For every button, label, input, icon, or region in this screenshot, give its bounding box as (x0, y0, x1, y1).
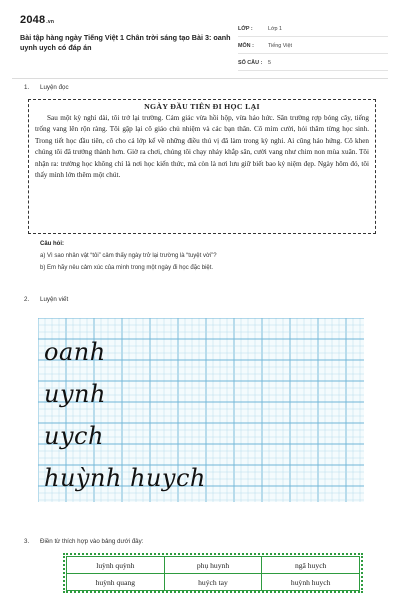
section-title: Điền từ thích hợp vào bảng dưới đây: (40, 538, 144, 545)
worksheet-header (12, 10, 388, 80)
handwriting-word: oanh (44, 338, 106, 366)
table-cell: phụ huynh (164, 557, 262, 574)
meta-label: MÔN : (238, 43, 254, 49)
reading-text: Sau một kỳ nghỉ dài, tôi trở lại trường. Cảm giác vừa hồi hộp, vừa háo hức. Sân trường rợp bóng cây, tiếng trống vang lên rộn ràng. Tôi gặp lại cô giáo chủ nhiệm và các bạn thân. Cô mỉm cười, hỏi thăm từng học sinh. Trong tiết học đầu tiên, cô cho cả lớp kể về những điều thú vị đã làm trong kỳ nghỉ. Ai cũng háo hứng. Cô khen chúng tôi đã trưởng thành hơn. Giờ ra chơi, chúng tôi chạy nhảy khắp sân, cười vang như chim non mùa xuân. Tôi nhận ra: trường học không chỉ là nơi học kiến thức, mà còn là nơi lưu giữ biết bao kỷ niệm đẹp. Ngày hôm đó, tôi thấy mình lớn thêm một chút. (35, 114, 369, 180)
table-cell: ngã huych (262, 557, 360, 574)
meta-row-subject (238, 37, 388, 54)
header-divider (12, 78, 388, 79)
table-cell: huỳnh quang (67, 574, 165, 591)
question-b: b) Em hãy nêu cảm xúc của mình trong một ngày đi học đặc biệt. (40, 265, 214, 271)
meta-value: 5 (268, 60, 271, 66)
reading-passage-box (28, 99, 376, 234)
table-row (67, 574, 360, 591)
meta-label: SỐ CÂU : (238, 60, 263, 66)
meta-value: Lớp 1 (268, 26, 283, 32)
document-title: Bài tập hàng ngày Tiếng Việt 1 Chân trời sáng tạo Bài 3: oanh uynh uych có đáp án (20, 33, 231, 52)
handwriting-word: huỳnh huych (44, 464, 206, 492)
handwriting-word: uych (44, 422, 104, 450)
questions-title: Câu hỏi: (40, 241, 64, 247)
handwriting-grid (38, 318, 364, 502)
handwriting-word: uynh (44, 380, 106, 408)
table-row (67, 557, 360, 574)
meta-info (238, 20, 388, 71)
table-cell: luỳnh quỳnh (67, 557, 165, 574)
section-title: Luyện viết (40, 296, 69, 303)
meta-row-class (238, 20, 388, 37)
section-number: 2. (24, 296, 30, 303)
word-table (66, 556, 360, 591)
section-title: Luyện đọc (40, 84, 69, 91)
meta-row-question-count (238, 54, 388, 71)
site-logo[interactable]: 2048.vn (20, 14, 55, 26)
question-a: a) Vì sao nhân vật “tôi” cảm thấy ngày trở lại trường là “tuyệt vời”? (40, 253, 217, 259)
meta-label: LỚP : (238, 26, 253, 32)
table-cell: huỳnh huych (262, 574, 360, 591)
reading-title: NGÀY ĐẦU TIÊN ĐI HỌC LẠI (144, 102, 260, 111)
table-cell: huých tay (164, 574, 262, 591)
meta-value: Tiếng Việt (268, 43, 292, 49)
section-number: 3. (24, 538, 30, 545)
section-number: 1. (24, 84, 30, 91)
